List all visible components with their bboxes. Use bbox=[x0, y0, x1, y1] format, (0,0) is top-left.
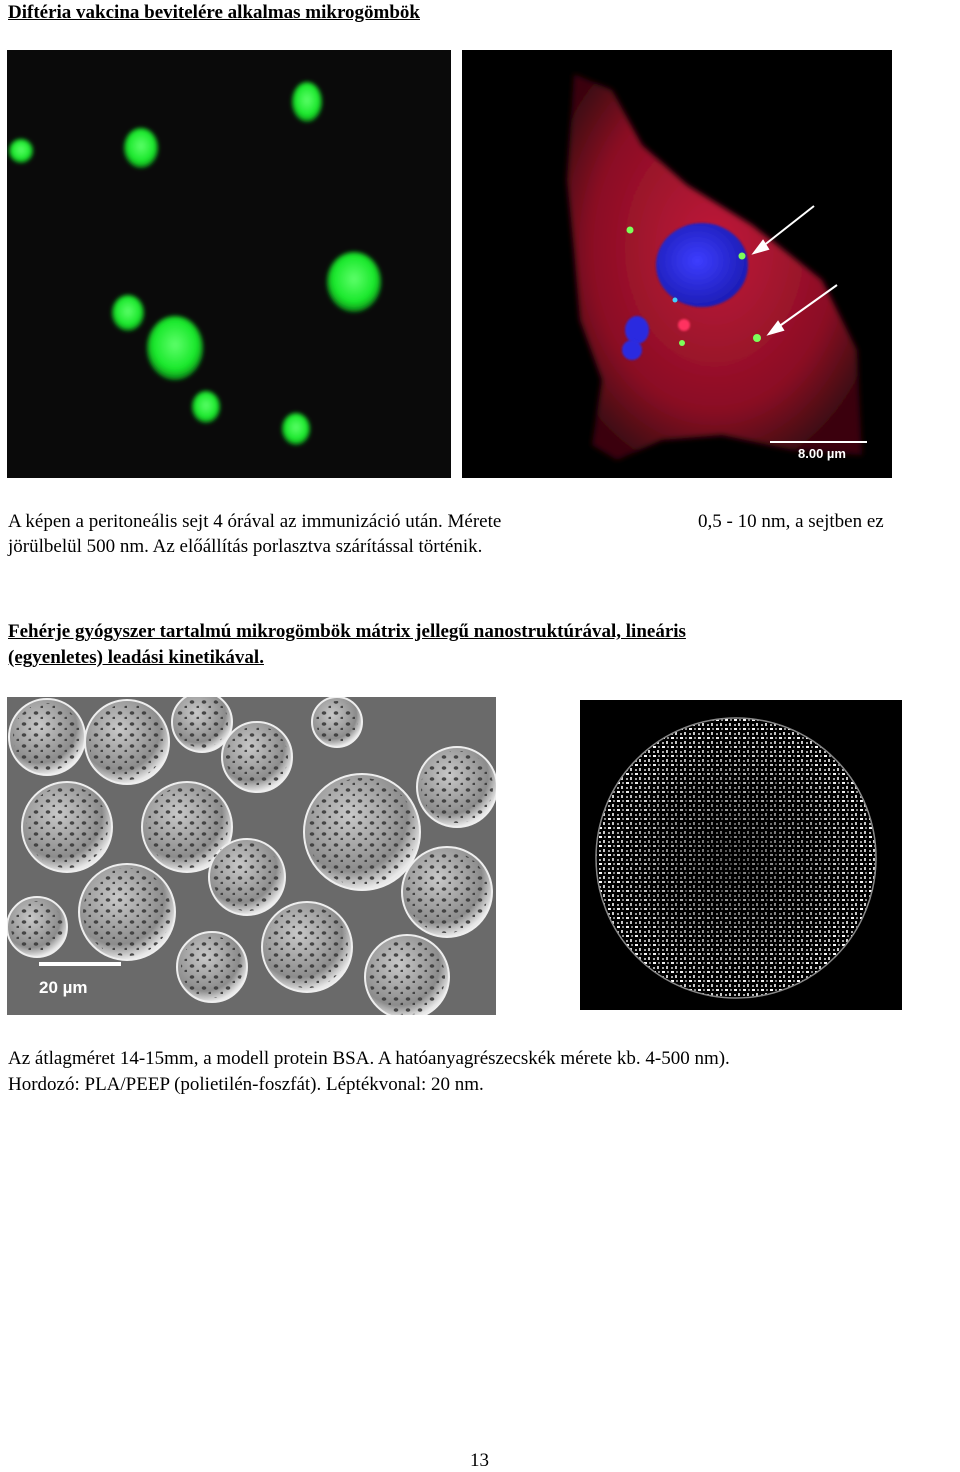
sem-scale-bar-label: 20 µm bbox=[39, 978, 88, 997]
caption1-line2: jörülbelül 500 nm. Az előállítás porlasztva szárítással történik. bbox=[8, 536, 483, 557]
sem-microspheres-graphic bbox=[7, 697, 496, 1015]
green-microspheres-image bbox=[7, 50, 451, 478]
cell-fluorescence-image bbox=[462, 50, 892, 478]
microsphere-cross-section-graphic bbox=[580, 700, 902, 1010]
caption2-line2: Hordozó: PLA/PEEP (polietilén-foszfát). Léptékvonal: 20 nm. bbox=[8, 1074, 484, 1095]
section1-title: Diftéria vakcina bevitelére alkalmas mikrogömbök bbox=[8, 2, 420, 23]
section2-title-line2: (egyenletes) leadási kinetikával. bbox=[8, 647, 264, 668]
page-number: 13 bbox=[470, 1450, 489, 1471]
green-microspheres-graphic bbox=[7, 50, 451, 478]
caption2-line1: Az átlagméret 14-15mm, a modell protein BSA. A hatóanyagrészecskék mérete kb. 4-500 nm). bbox=[8, 1048, 730, 1069]
cell-fluorescence-graphic bbox=[462, 50, 892, 478]
sem-microspheres-image bbox=[7, 697, 496, 1015]
microsphere-cross-section-image bbox=[580, 700, 902, 1010]
caption1-line1-left: A képen a peritoneális sejt 4 órával az immunizáció után. Mérete bbox=[8, 511, 502, 532]
scale-bar-label: 8.00 µm bbox=[798, 446, 846, 461]
caption1-line1-right: 0,5 - 10 nm, a sejtben ez bbox=[698, 511, 884, 532]
section2-title-line1: Fehérje gyógyszer tartalmú mikrogömbök mátrix jellegű nanostruktúrával, lineáris bbox=[8, 621, 686, 642]
